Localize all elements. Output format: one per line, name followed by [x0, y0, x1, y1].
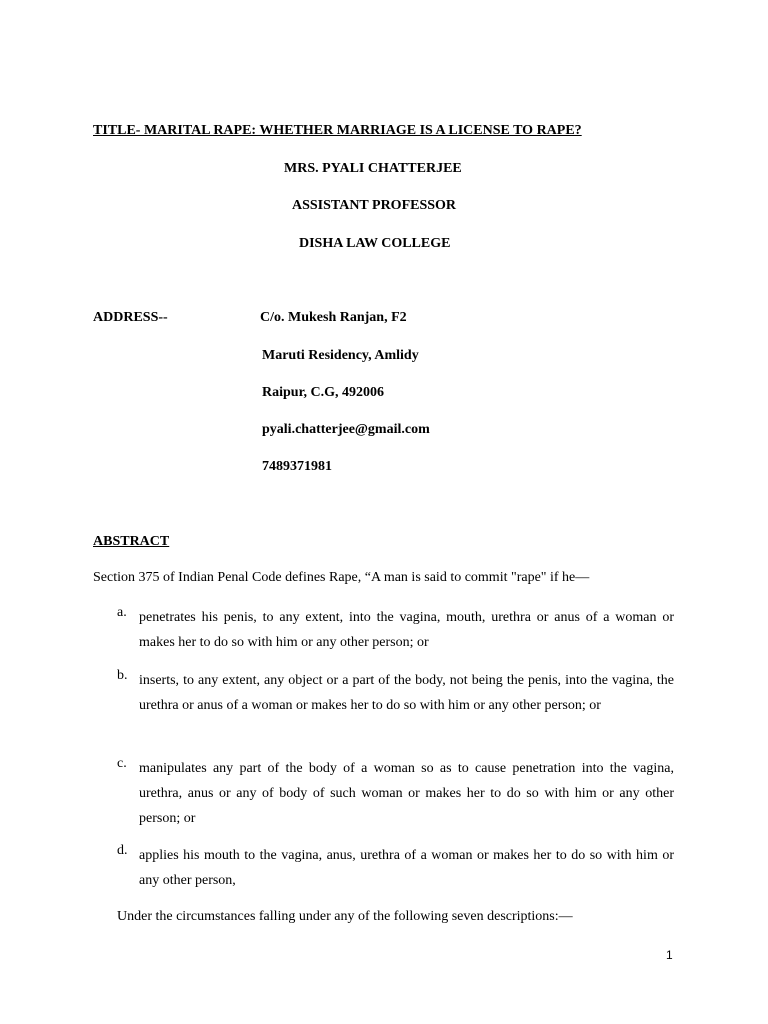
list-item-letter: d. [117, 843, 128, 858]
list-item-text: manipulates any part of the body of a woman so as to cause penetration into the vagina, urethra, anus or any of body of such woman or makes her to do so with him or any other person; or [139, 761, 674, 826]
address-line: Raipur, C.G, 492006 [262, 385, 385, 400]
circumstances-text: Under the circumstances falling under any of the following seven descriptions:— [117, 909, 573, 924]
list-item-letter: a. [117, 605, 127, 620]
list-item-text: applies his mouth to the vagina, anus, urethra of a woman or makes her to do so with him or any other person, [139, 848, 674, 888]
abstract-intro: Section 375 of Indian Penal Code defines Rape, “A man is said to commit "rape" if he— [93, 570, 590, 585]
page-number: 1 [666, 948, 673, 962]
author-position: ASSISTANT PROFESSOR [292, 198, 457, 213]
address-phone: 7489371981 [262, 459, 332, 474]
author-college: DISHA LAW COLLEGE [299, 236, 451, 251]
list-item [117, 668, 674, 718]
address-line: Maruti Residency, Amlidy [262, 348, 419, 363]
author-name: MRS. PYALI CHATTERJEE [284, 161, 462, 176]
list-item [117, 605, 674, 655]
abstract-heading: ABSTRACT [93, 534, 170, 549]
list-item [117, 843, 674, 893]
list-item-letter: c. [117, 756, 127, 771]
document-title: TITLE- MARITAL RAPE: WHETHER MARRIAGE IS A LICENSE TO RAPE? [93, 123, 582, 138]
list-item-letter: b. [117, 668, 128, 683]
list-item-text: penetrates his penis, to any extent, into the vagina, mouth, urethra or anus of a woman or makes her to do so with him or any other person; or [139, 610, 674, 650]
address-email: pyali.chatterjee@gmail.com [262, 422, 430, 437]
list-item [117, 756, 674, 831]
address-line: C/o. Mukesh Ranjan, F2 [260, 310, 407, 325]
address-label: ADDRESS-- [93, 310, 168, 325]
list-item-text: inserts, to any extent, any object or a part of the body, not being the penis, into the vagina, the urethra or anus of a woman or makes her to do so with him or any other person; or [139, 673, 674, 713]
